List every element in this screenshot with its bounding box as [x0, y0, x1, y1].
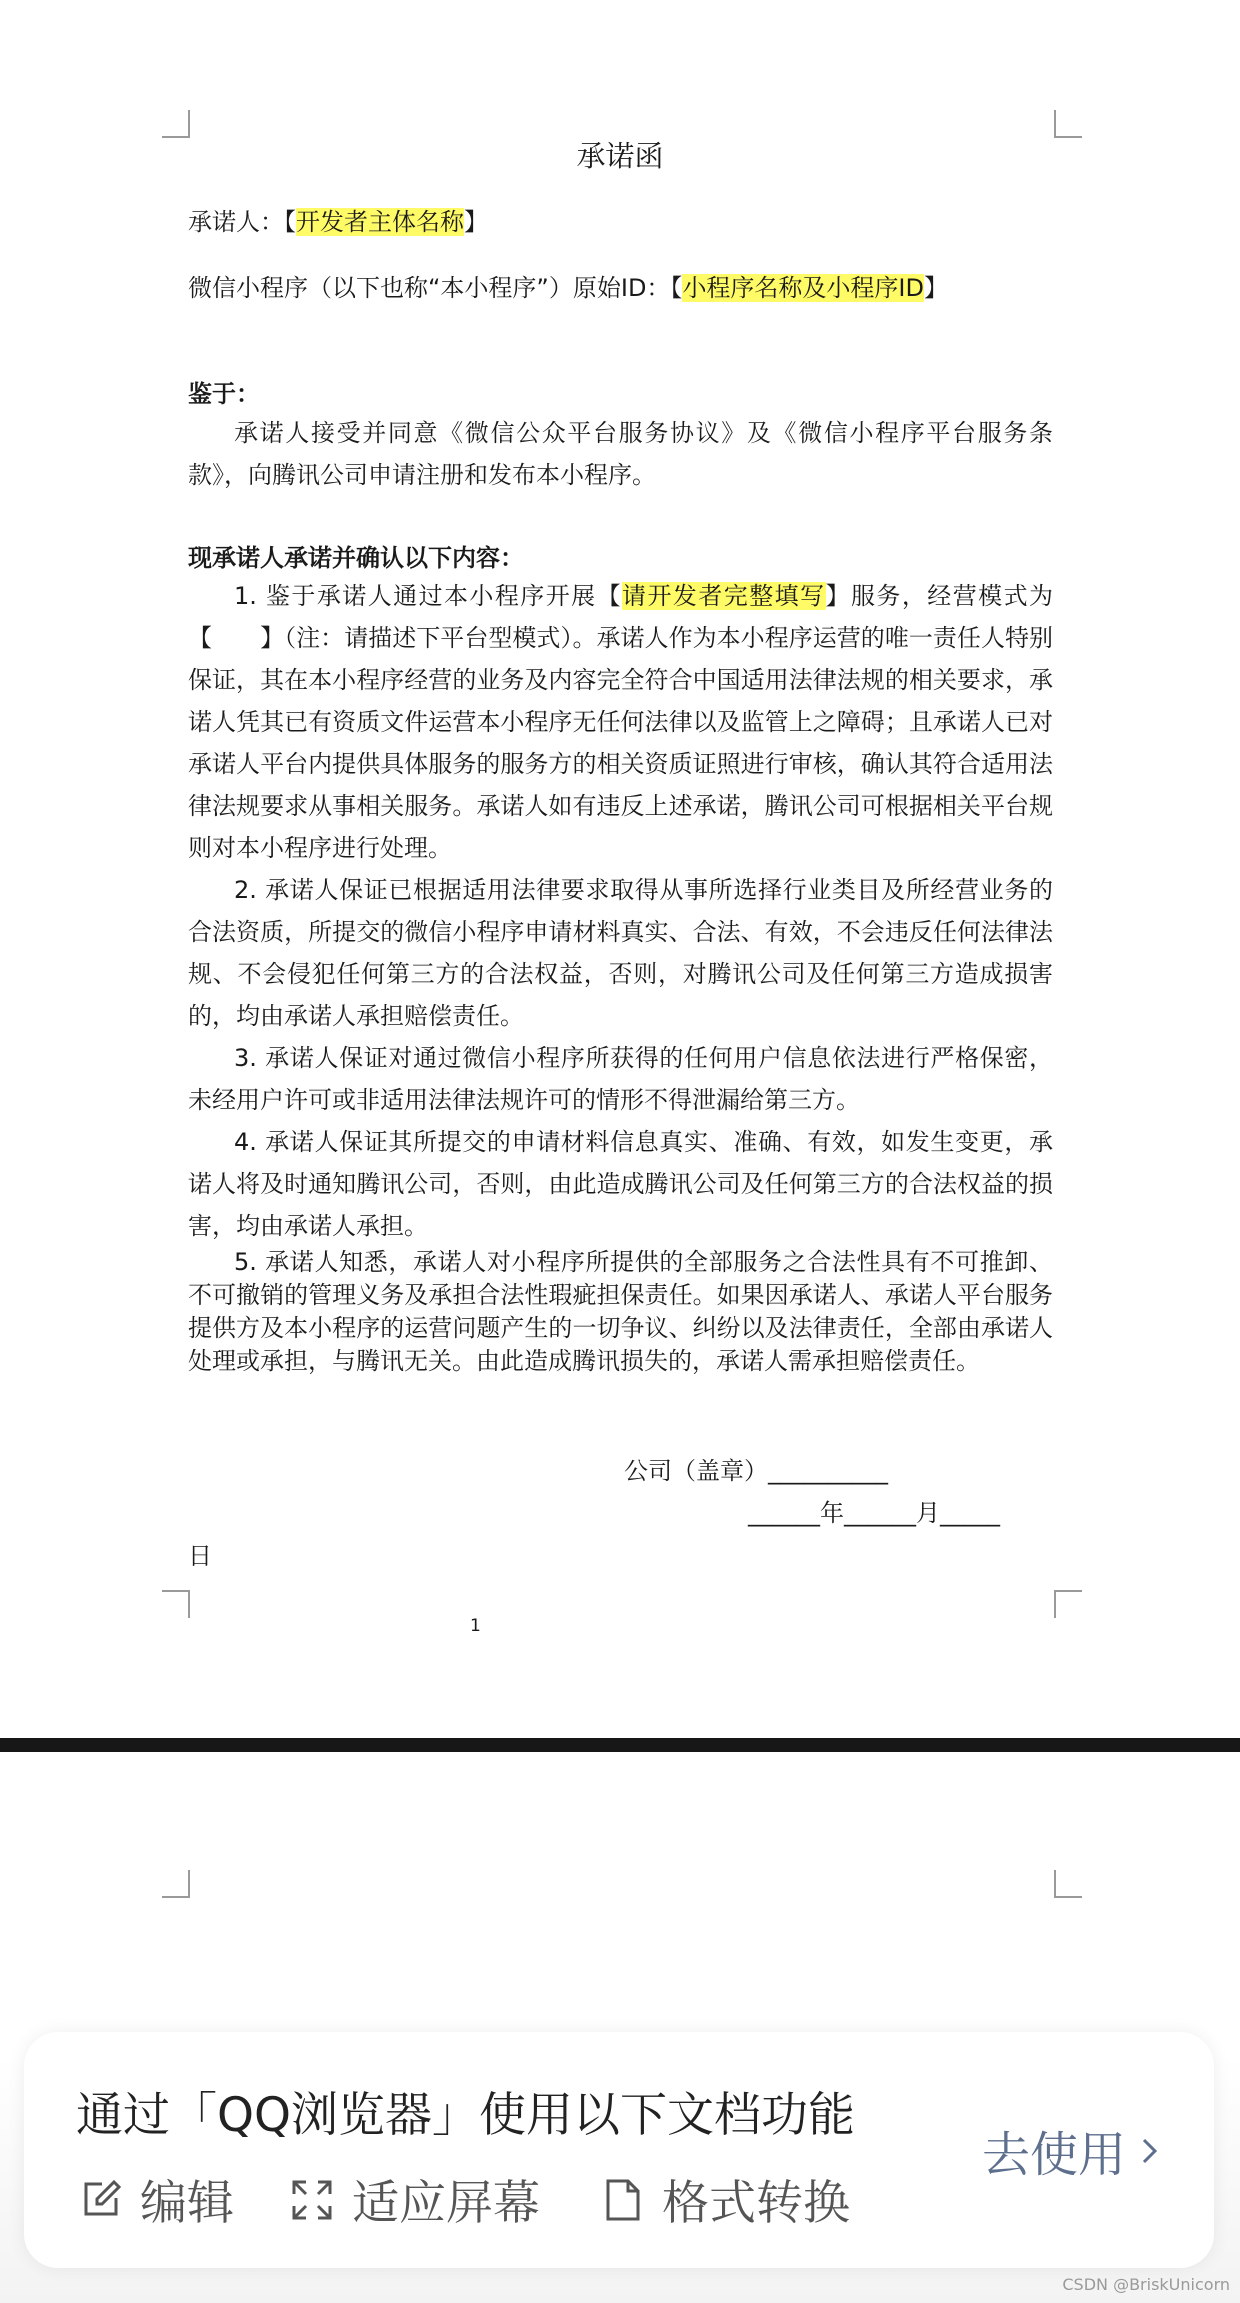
- confirm-heading: 现承诺人承诺并确认以下内容：: [188, 544, 524, 572]
- file-convert-icon: [600, 2178, 644, 2222]
- app-id-line: [188, 268, 948, 303]
- page-corner-mark: [162, 1590, 190, 1618]
- feature-edit[interactable]: [78, 2166, 234, 2233]
- committer-label: 承诺人：【: [188, 208, 296, 236]
- item1-placeholder: 请开发者完整填写: [622, 582, 826, 610]
- commitment-item-1: [188, 575, 1053, 869]
- signature-company: 公司（盖章）__________: [624, 1457, 888, 1485]
- page-corner-mark: [162, 1870, 190, 1898]
- page-separator: [0, 1738, 1240, 1752]
- item1-text: 】服务，经营模式为【 】（注：请描述下平台型模式）。承诺人作为本小程序运营的唯一责任人特别保证，其在本小程序经营的业务及内容完全符合中国适用法律法规的相关要求，承诺人凭其已有资质文件运营本小程序无任何法律以及监管上之障碍；且承诺人已对承诺人平台内提供具体服务的服务方的相关资质证照进行审核，确认其符合适用法律法规要求从事相关服务。承诺人如有违反上述承诺，腾讯公司可根据相关平台规则对本小程序进行处理。: [188, 582, 1054, 862]
- page-corner-mark: [1054, 1590, 1082, 1618]
- commitment-item-2: 2. 承诺人保证已根据适用法律要求取得从事所选择行业类目及所经营业务的合法资质，所提交的微信小程序申请材料真实、合法、有效，不会违反任何法律法规、不会侵犯任何第三方的合法权益，否则，对腾讯公司及任何第三方造成损害的，均由承诺人承担赔偿责任。: [188, 876, 1053, 1030]
- feature-format-convert[interactable]: [600, 2166, 850, 2233]
- committer-placeholder: 开发者主体名称: [296, 208, 464, 236]
- feature-fit-screen[interactable]: [290, 2166, 540, 2233]
- banner-title: 通过「QQ浏览器」使用以下文档功能: [76, 2088, 855, 2143]
- document-title: 承诺函: [576, 139, 664, 173]
- page-number: 1: [470, 1616, 481, 1636]
- feature-format-convert-label: 格式转换: [662, 2176, 850, 2231]
- go-use-label: 去使用: [982, 2127, 1127, 2183]
- whereas-heading: 鉴于：: [188, 380, 260, 408]
- signature-day: 日: [188, 1542, 212, 1570]
- commitment-item-4: 4. 承诺人保证其所提交的申请材料信息真实、准确、有效，如发生变更，承诺人将及时通知腾讯公司，否则，由此造成腾讯公司及任何第三方的合法权益的损害，均由承诺人承担。: [188, 1128, 1053, 1240]
- edit-icon: [78, 2178, 122, 2222]
- whereas-paragraph: 承诺人接受并同意《微信公众平台服务协议》及《微信小程序平台服务条款》，向腾讯公司申请注册和发布本小程序。: [188, 419, 1053, 489]
- item1-prefix: 1. 鉴于承诺人通过本小程序开展【: [234, 582, 623, 610]
- feature-edit-label: 编辑: [140, 2176, 234, 2231]
- open-in-browser-banner: [24, 2032, 1214, 2268]
- signature-date: ______年______月_____: [748, 1499, 1000, 1527]
- page-corner-mark: [1054, 1870, 1082, 1898]
- fit-screen-icon: [290, 2178, 334, 2222]
- commitment-item-3: 3. 承诺人保证对通过微信小程序所获得的任何用户信息依法进行严格保密，未经用户许可或非适用法律法规许可的情形不得泄漏给第三方。: [188, 1044, 1053, 1114]
- watermark: CSDN @BriskUnicorn: [1062, 2275, 1230, 2294]
- feature-fit-screen-label: 适应屏幕: [352, 2176, 540, 2231]
- go-use-button[interactable]: [982, 2116, 1162, 2185]
- app-id-placeholder: 小程序名称及小程序ID: [682, 274, 924, 302]
- app-id-label: 微信小程序（以下也称“本小程序”）原始ID：【: [188, 274, 683, 302]
- committer-line: [188, 202, 488, 237]
- app-id-bracket: 】: [924, 274, 948, 302]
- committer-bracket: 】: [464, 208, 488, 236]
- commitment-item-5: 5. 承诺人知悉，承诺人对小程序所提供的全部服务之合法性具有不可推卸、不可撤销的管理义务及承担合法性瑕疵担保责任。如果因承诺人、承诺人平台服务提供方及本小程序的运营问题产生的一切争议、纠纷以及法律责任，全部由承诺人处理或承担，与腾讯无关。由此造成腾讯损失的，承诺人需承担赔偿责任。: [188, 1248, 1053, 1375]
- chevron-right-icon: [1136, 2134, 1162, 2168]
